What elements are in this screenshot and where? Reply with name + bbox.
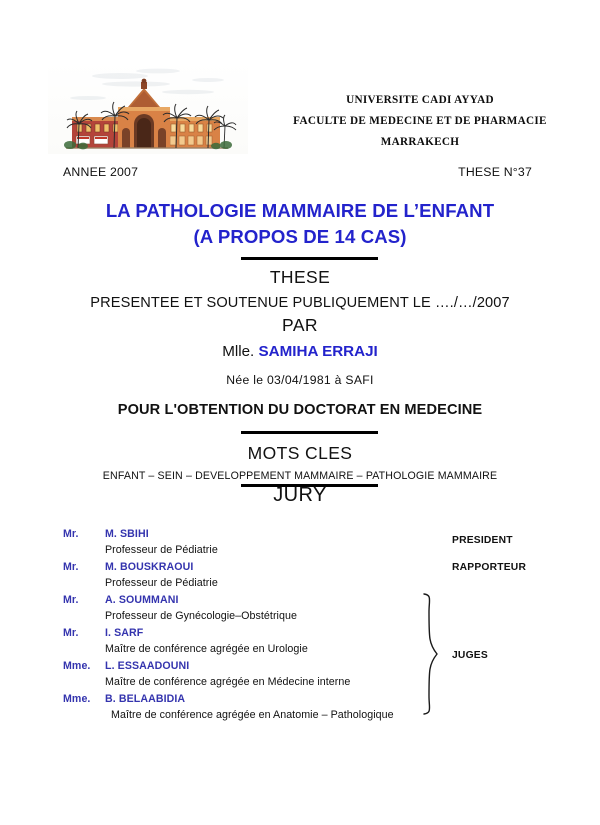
- jury-name-row: [63, 528, 463, 544]
- jury-name-row: [63, 594, 463, 610]
- keywords-heading: MOTS CLES: [247, 443, 353, 463]
- faculty-building-illustration: [48, 62, 248, 154]
- jury-member: [63, 528, 463, 561]
- birth-line: Née le 03/04/1981 à SAFI: [226, 373, 374, 387]
- university-heading: [265, 90, 575, 153]
- jury-name: B. BELAABIDIA: [105, 693, 186, 705]
- year-label: ANNEE 2007: [63, 165, 139, 179]
- degree-line: POUR L'OBTENTION DU DOCTORAT EN MEDECINE: [117, 402, 483, 418]
- jury-member: [63, 627, 463, 660]
- jury-name: I. SARF: [105, 627, 144, 639]
- jury-name: M. BOUSKRAOUI: [105, 561, 194, 573]
- divider-above-these: [241, 257, 378, 260]
- jury-civility: Mr.: [63, 561, 79, 573]
- page-title: [0, 198, 600, 250]
- jury-role: Maître de conférence agrégée en Médecine interne: [105, 676, 351, 688]
- title-line-2: (A PROPOS DE 14 CAS): [193, 226, 407, 247]
- year-thesis-row: [0, 165, 600, 185]
- author-civility: Mlle.: [222, 343, 255, 360]
- jury-name-row: [63, 561, 463, 577]
- jury-civility: Mme.: [63, 693, 91, 705]
- jury-civility: Mme.: [63, 660, 91, 672]
- author-line: [0, 343, 600, 360]
- city-name: MARRAKECH: [380, 136, 460, 148]
- keywords-list: ENFANT – SEIN – DEVELOPPEMENT MAMMAIRE – PATHOLOGIE MAMMAIRE: [102, 470, 498, 482]
- jury-heading: JURY: [273, 484, 327, 506]
- role-label-rapporteur: RAPPORTEUR: [452, 562, 527, 573]
- these-heading: THESE: [269, 267, 331, 287]
- thesis-number: THESE N°37: [458, 165, 532, 179]
- curly-brace-icon: [420, 592, 446, 716]
- jury-role: Maître de conférence agrégée en Urologie: [105, 643, 308, 655]
- page-header: [0, 62, 600, 162]
- author-name: SAMIHA ERRAJI: [258, 343, 378, 360]
- jury-name: M. SBIHI: [105, 528, 149, 540]
- jury-name-row: [63, 627, 463, 643]
- title-line-1: LA PATHOLOGIE MAMMAIRE DE L’ENFANT: [105, 200, 495, 221]
- jury-role: Professeur de Gynécologie–Obstétrique: [105, 610, 297, 622]
- divider-above-motscles: [241, 431, 378, 434]
- jury-role: Professeur de Pédiatrie: [105, 544, 218, 556]
- jury-member: [63, 693, 463, 726]
- par-heading: PAR: [282, 315, 318, 335]
- jury-member: [63, 561, 463, 594]
- university-name: UNIVERSITE CADI AYYAD: [346, 94, 494, 106]
- role-label-juges: JUGES: [452, 650, 488, 661]
- jury-role: Maître de conférence agrégée en Anatomie – Pathologique: [111, 709, 394, 721]
- jury-name-row: [63, 693, 463, 709]
- jury-list: [63, 528, 463, 726]
- role-label-president: PRESIDENT: [452, 535, 513, 546]
- jury-member: [63, 660, 463, 693]
- jury-civility: Mr.: [63, 528, 79, 540]
- jury-member: [63, 594, 463, 627]
- jury-name: A. SOUMMANI: [105, 594, 179, 606]
- jury-name-row: [63, 660, 463, 676]
- faculty-name: FACULTE DE MEDECINE ET DE PHARMACIE: [293, 115, 547, 127]
- jury-role: Professeur de Pédiatrie: [105, 577, 218, 589]
- jury-civility: Mr.: [63, 594, 79, 606]
- presented-line: PRESENTEE ET SOUTENUE PUBLIQUEMENT LE …./…/2007: [90, 295, 510, 311]
- jury-civility: Mr.: [63, 627, 79, 639]
- jury-name: L. ESSAADOUNI: [105, 660, 190, 672]
